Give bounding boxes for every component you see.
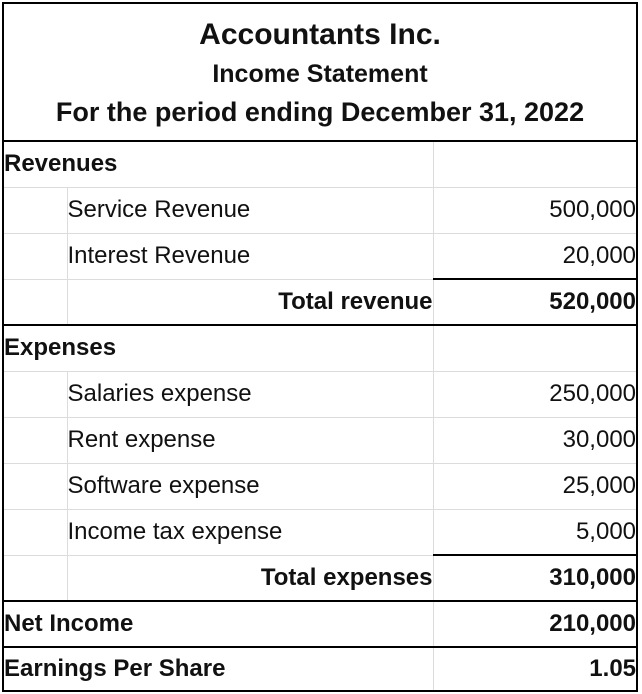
line-item-label: Software expense: [67, 463, 433, 509]
line-item-label: Income tax expense: [67, 509, 433, 555]
table-row: [3, 233, 637, 279]
total-revenue-row: [3, 279, 637, 325]
table-row: [3, 417, 637, 463]
line-item-label: Salaries expense: [67, 371, 433, 417]
line-item-amount: 250,000: [433, 371, 637, 417]
expenses-heading: Expenses: [3, 325, 433, 371]
total-revenue-label: Total revenue: [67, 279, 433, 325]
total-expenses-amount: 310,000: [433, 555, 637, 601]
line-item-amount: 20,000: [433, 233, 637, 279]
total-expenses-label: Total expenses: [67, 555, 433, 601]
total-revenue-amount: 520,000: [433, 279, 637, 325]
line-item-label: Rent expense: [67, 417, 433, 463]
expenses-heading-row: [3, 325, 637, 371]
net-income-row: [3, 601, 637, 647]
line-item-amount: 25,000: [433, 463, 637, 509]
table-row: [3, 187, 637, 233]
table-row: [3, 509, 637, 555]
eps-row: [3, 647, 637, 691]
total-expenses-row: [3, 555, 637, 601]
eps-label: Earnings Per Share: [3, 647, 433, 691]
line-item-amount: 5,000: [433, 509, 637, 555]
line-item-label: Service Revenue: [67, 187, 433, 233]
revenues-heading-row: [3, 141, 637, 187]
statement-period: For the period ending December 31, 2022: [55, 97, 585, 127]
net-income-label: Net Income: [3, 601, 433, 647]
statement-header: [3, 3, 637, 141]
line-item-label: Interest Revenue: [67, 233, 433, 279]
revenues-heading: Revenues: [3, 141, 433, 187]
company-name: Accountants Inc.: [199, 18, 441, 51]
eps-amount: 1.05: [433, 647, 637, 691]
net-income-amount: 210,000: [433, 601, 637, 647]
line-item-amount: 500,000: [433, 187, 637, 233]
income-statement-table: [2, 2, 638, 692]
table-row: [3, 463, 637, 509]
line-item-amount: 30,000: [433, 417, 637, 463]
table-row: [3, 371, 637, 417]
statement-title: Income Statement: [212, 60, 428, 88]
